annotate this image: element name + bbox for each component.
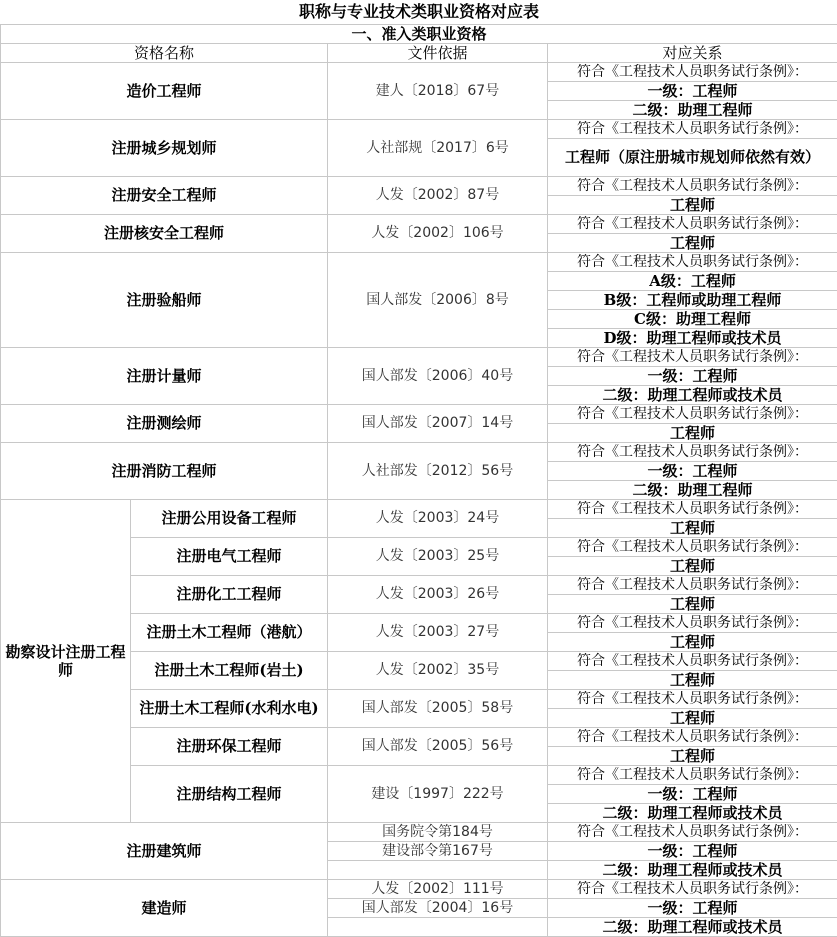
relation-line: 二级：助理工程师 <box>548 480 837 499</box>
document-basis: 人发〔2003〕24号 <box>328 499 548 537</box>
document-basis: 人社部规〔2017〕6号 <box>328 119 548 176</box>
relation-line: D级：助理工程师或技术员 <box>548 328 837 347</box>
relation-line: 一级：工程师 <box>548 841 837 860</box>
rule-text: 符合《工程技术人员职务试行条例》： <box>548 252 837 271</box>
group-name: 勘察设计注册工程师 <box>1 499 131 822</box>
header-doc: 文件依据 <box>328 43 548 62</box>
rule-text: 符合《工程技术人员职务试行条例》： <box>548 62 837 81</box>
relation-line: 工程师 <box>548 518 837 537</box>
document-basis-empty <box>328 860 548 879</box>
rule-text: 符合《工程技术人员职务试行条例》： <box>548 689 837 708</box>
qualification-name: 注册公用设备工程师 <box>131 499 328 537</box>
rule-text: 符合《工程技术人员职务试行条例》： <box>548 119 837 138</box>
relation-line: C级：助理工程师 <box>548 309 837 328</box>
document-basis: 人发〔2003〕26号 <box>328 575 548 613</box>
qualification-name: 注册土木工程师（港航） <box>131 613 328 651</box>
qualification-name: 注册土木工程师(岩土) <box>131 651 328 689</box>
rule-text: 符合《工程技术人员职务试行条例》： <box>548 613 837 632</box>
document-basis: 人发〔2003〕27号 <box>328 613 548 651</box>
document-basis: 国人部发〔2007〕14号 <box>328 404 548 442</box>
document-basis: 人发〔2002〕106号 <box>328 214 548 252</box>
header-relation: 对应关系 <box>548 43 837 62</box>
relation-line: 二级：助理工程师或技术员 <box>548 860 837 879</box>
relation-line: B级：工程师或助理工程师 <box>548 290 837 309</box>
qualification-name: 注册验船师 <box>1 252 328 347</box>
relation-line: 工程师 <box>548 670 837 689</box>
relation-line: 工程师（原注册城市规划师依然有效） <box>548 138 837 176</box>
section-title: 一、准入类职业资格 <box>1 24 837 43</box>
document-basis: 人发〔2002〕35号 <box>328 651 548 689</box>
qualification-name: 注册结构工程师 <box>131 765 328 822</box>
qualification-name: 注册土木工程师(水利水电) <box>131 689 328 727</box>
relation-line: 工程师 <box>548 233 837 252</box>
relation-line: 工程师 <box>548 195 837 214</box>
relation-line: 二级：助理工程师或技术员 <box>548 917 837 936</box>
qualification-name: 注册安全工程师 <box>1 176 328 214</box>
rule-text: 符合《工程技术人员职务试行条例》： <box>548 651 837 670</box>
document-basis: 国人部发〔2004〕16号 <box>328 898 548 917</box>
document-basis-empty <box>328 917 548 936</box>
rule-text: 符合《工程技术人员职务试行条例》： <box>548 765 837 784</box>
relation-line: 工程师 <box>548 632 837 651</box>
relation-line: 二级：助理工程师 <box>548 100 837 119</box>
header-name: 资格名称 <box>1 43 328 62</box>
qualification-name: 注册计量师 <box>1 347 328 404</box>
relation-line: 工程师 <box>548 556 837 575</box>
rule-text: 符合《工程技术人员职务试行条例》： <box>548 879 837 898</box>
document-basis: 建设部令第167号 <box>328 841 548 860</box>
document-basis: 国人部发〔2006〕8号 <box>328 252 548 347</box>
qualification-name: 造价工程师 <box>1 62 328 119</box>
relation-line: A级：工程师 <box>548 271 837 290</box>
qualification-name: 注册环保工程师 <box>131 727 328 765</box>
qualification-name: 注册测绘师 <box>1 404 328 442</box>
relation-line: 工程师 <box>548 746 837 765</box>
document-basis: 建设〔1997〕222号 <box>328 765 548 822</box>
document-basis: 人发〔2003〕25号 <box>328 537 548 575</box>
qualification-name: 注册核安全工程师 <box>1 214 328 252</box>
document-basis: 人发〔2002〕111号 <box>328 879 548 898</box>
relation-line: 一级：工程师 <box>548 898 837 917</box>
qualification-name: 注册电气工程师 <box>131 537 328 575</box>
rule-text: 符合《工程技术人员职务试行条例》： <box>548 214 837 233</box>
document-basis: 建人〔2018〕67号 <box>328 62 548 119</box>
qualification-name: 注册消防工程师 <box>1 442 328 499</box>
document-basis: 国务院令第184号 <box>328 822 548 841</box>
page-title: 职称与专业技术类职业资格对应表 <box>1 0 837 24</box>
relation-line: 一级：工程师 <box>548 366 837 385</box>
relation-line: 一级：工程师 <box>548 784 837 803</box>
document-basis: 国人部发〔2006〕40号 <box>328 347 548 404</box>
qualification-name: 建造师 <box>1 879 328 936</box>
document-basis: 国人部发〔2005〕56号 <box>328 727 548 765</box>
rule-text: 符合《工程技术人员职务试行条例》： <box>548 727 837 746</box>
document-basis: 人发〔2002〕87号 <box>328 176 548 214</box>
relation-line: 工程师 <box>548 423 837 442</box>
relation-line: 工程师 <box>548 708 837 727</box>
rule-text: 符合《工程技术人员职务试行条例》： <box>548 822 837 841</box>
relation-line: 一级：工程师 <box>548 81 837 100</box>
qualification-name: 注册城乡规划师 <box>1 119 328 176</box>
rule-text: 符合《工程技术人员职务试行条例》： <box>548 176 837 195</box>
rule-text: 符合《工程技术人员职务试行条例》： <box>548 575 837 594</box>
document-basis: 国人部发〔2005〕58号 <box>328 689 548 727</box>
relation-line: 二级：助理工程师或技术员 <box>548 803 837 822</box>
relation-line: 二级：助理工程师或技术员 <box>548 385 837 404</box>
qualification-name: 注册建筑师 <box>1 822 328 879</box>
rule-text: 符合《工程技术人员职务试行条例》： <box>548 404 837 423</box>
rule-text: 符合《工程技术人员职务试行条例》： <box>548 442 837 461</box>
rule-text: 符合《工程技术人员职务试行条例》： <box>548 537 837 556</box>
rule-text: 符合《工程技术人员职务试行条例》： <box>548 347 837 366</box>
rule-text: 符合《工程技术人员职务试行条例》： <box>548 499 837 518</box>
relation-line: 一级：工程师 <box>548 461 837 480</box>
qualification-name: 注册化工工程师 <box>131 575 328 613</box>
relation-line: 工程师 <box>548 594 837 613</box>
document-basis: 人社部发〔2012〕56号 <box>328 442 548 499</box>
